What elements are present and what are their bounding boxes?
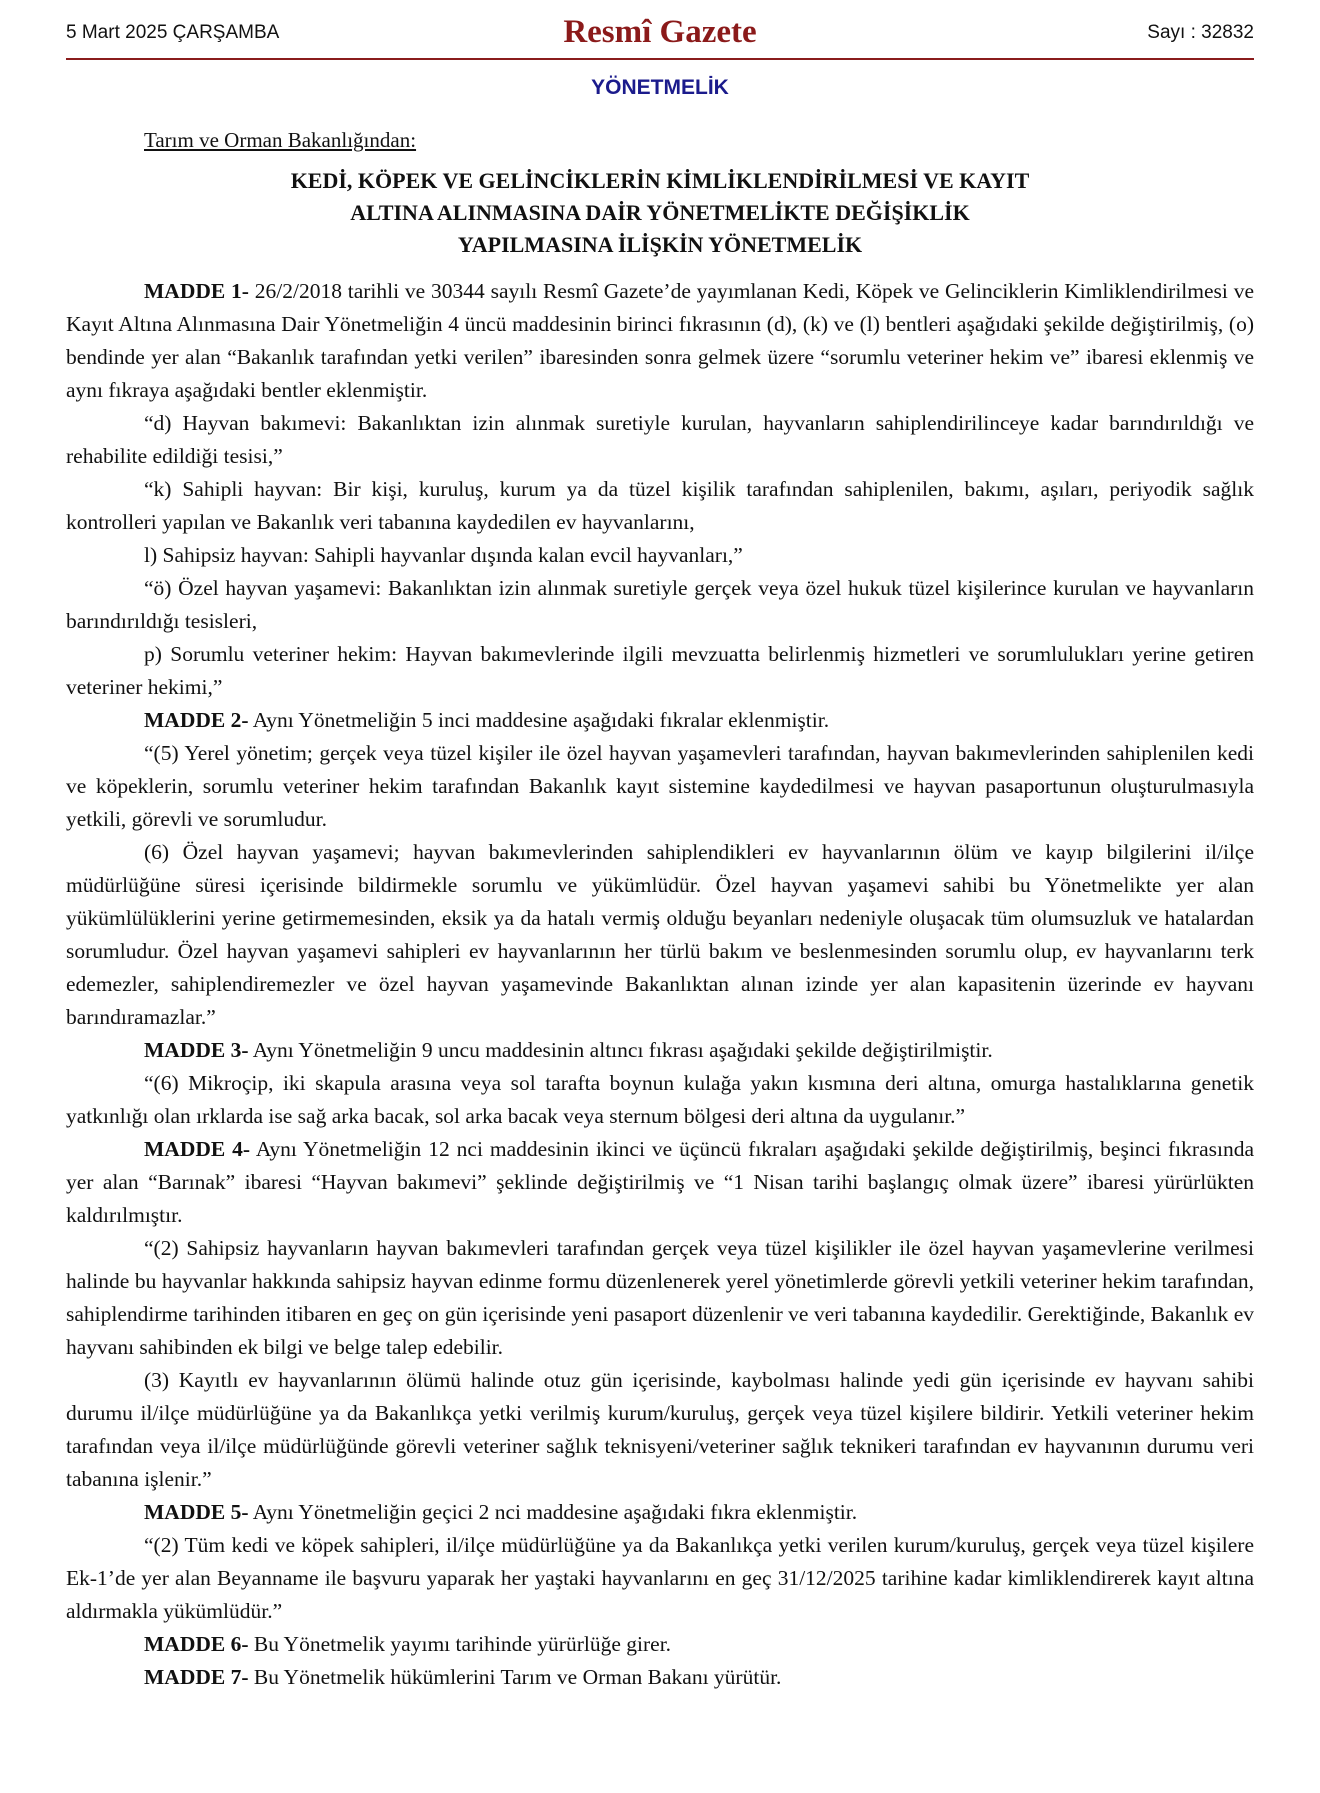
paragraph-text: Aynı Yönetmeliğin geçici 2 nci maddesine aşağıdaki fıkra eklenmiştir. [248, 1500, 858, 1524]
article-paragraph [66, 704, 1254, 737]
gazette-title: Resmî Gazete [563, 14, 757, 50]
issue-date: 5 Mart 2025 ÇARŞAMBA [66, 22, 280, 43]
paragraph-text: (3) Kayıtlı ev hayvanlarının ölümü halinde otuz gün içerisinde, kaybolması halinde yedi gün içerisinde ev hayvanı sahibi durumu il/ilçe müdürlüğüne ya da Bakanlıkça yetki verilmiş kurum/kuruluş, gerçek veya tüzel kişilere bildirir. Yetkili veteriner hekim tarafından veya il/ilçe müdürlüğünde görevli veteriner sağlık teknisyeni/veteriner sağlık teknikeri tarafından ev hayvanının durumu veri tabanına işlenir.” [66, 1368, 1254, 1491]
paragraph-text: 26/2/2018 tarihli ve 30344 sayılı Resmî Gazete’de yayımlanan Kedi, Köpek ve Gelinciklerin Kimliklendirilmesi ve Kayıt Altına Alınmasına Dair Yönetmeliğin 4 üncü maddesinin birinci fıkrasının (d), (k) ve (l) bentleri aşağıdaki şekilde değiştirilmiş, (o) bendinde yer alan “Bakanlık tarafından yetki verilen” ibaresinden sonra gelmek üzere “sorumlu veteriner hekim ve” ibaresi eklenmiş ve aynı fıkraya aşağıdaki bentler eklenmiştir. [66, 279, 1254, 402]
article-paragraph [66, 1661, 1254, 1694]
article-paragraph [66, 1232, 1254, 1364]
article-label: MADDE 5- [144, 1500, 249, 1524]
paragraph-text: (6) Özel hayvan yaşamevi; hayvan bakımevlerinden sahiplendikleri ev hayvanlarının ölüm ve kayıp bilgilerini il/ilçe müdürlüğüne süresi içerisinde bildirmekle sorumlu ve yükümlüdür. Özel hayvan yaşamevi sahibi bu Yönetmelikte yer alan yükümlülüklerini yerine getirmemesinden, eksik ya da hatalı vermiş olduğu beyanları nedeniyle oluşacak tüm olumsuzluk ve hatalardan sorumludur. Özel hayvan yaşamevi sahipleri ev hayvanlarının her türlü bakım ve beslenmesinden sorumlu olup, ev hayvanlarını terk edemezler, sahiplendiremezler ve özel hayvan yaşamevinde Bakanlıktan alınan izinde yer alan kapasitenin üzerinde ev hayvanı barındıramazlar.” [66, 840, 1254, 1029]
article-paragraph [66, 572, 1254, 638]
regulation-title-line: YAPILMASINA İLİŞKİN YÖNETMELİK [457, 232, 863, 257]
article-label: MADDE 6- [144, 1632, 249, 1656]
paragraph-text: Bu Yönetmelik yayımı tarihinde yürürlüğe girer. [248, 1632, 672, 1656]
article-paragraph [66, 1529, 1254, 1628]
paragraph-text: “ö) Özel hayvan yaşamevi: Bakanlıktan izin alınmak suretiyle gerçek veya özel hukuk tüzel kişilerince kurulan ve hayvanların barındırıldığı tesisleri, [66, 576, 1254, 633]
article-label: MADDE 7- [144, 1665, 249, 1689]
regulation-title [66, 165, 1254, 261]
regulation-body [66, 275, 1254, 1694]
article-paragraph [66, 1067, 1254, 1133]
article-label: MADDE 1- [144, 279, 249, 303]
issue-number: Sayı : 32832 [1147, 22, 1254, 43]
paragraph-text: “(6) Mikroçip, iki skapula arasına veya sol tarafta boynun kulağa yakın kısmına deri altına, omurga hastalıklarına genetik yatkınlığı olan ırklarda ise sağ arka bacak, sol arka bacak veya sternum bölgesi deri altına da uygulanır.” [66, 1071, 1254, 1128]
paragraph-text: Aynı Yönetmeliğin 12 nci maddesinin ikinci ve üçüncü fıkraları aşağıdaki şekilde değiştirilmiş, beşinci fıkrasında yer alan “Barınak” ibaresi “Hayvan bakımevi” şeklinde değiştirilmiş ve “1 Nisan tarihi başlangıç olmak üzere” ibaresi yürürlükten kaldırılmıştır. [66, 1137, 1254, 1227]
regulation-title-line: ALTINA ALINMASINA DAİR YÖNETMELİKTE DEĞİŞİKLİK [350, 200, 970, 225]
paragraph-text: Aynı Yönetmeliğin 5 inci maddesine aşağıdaki fıkralar eklenmiştir. [248, 708, 830, 732]
article-paragraph [66, 473, 1254, 539]
paragraph-text: “d) Hayvan bakımevi: Bakanlıktan izin alınmak suretiyle kurulan, hayvanların sahiplendirilinceye kadar barındırıldığı ve rehabilite edildiği tesisi,” [66, 411, 1254, 468]
paragraph-text: “(2) Tüm kedi ve köpek sahipleri, il/ilçe müdürlüğüne ya da Bakanlıkça yetki verilen kurum/kuruluş, gerçek veya tüzel kişilere Ek-1’de yer alan Beyanname ile başvuru yaparak her yaştaki hayvanlarını en geç 31/12/2025 tarihine kadar kimliklendirerek kayıt altına aldırmakla yükümlüdür.” [66, 1533, 1254, 1623]
paragraph-text: p) Sorumlu veteriner hekim: Hayvan bakımevlerinde ilgili mevzuatta belirlenmiş hizmetleri ve sorumlulukları yerine getiren veteriner hekimi,” [66, 642, 1254, 699]
paragraph-text: “(5) Yerel yönetim; gerçek veya tüzel kişiler ile özel hayvan yaşamevleri tarafından, hayvan bakımevlerinden sahiplenilen kedi ve köpeklerin, sorumlu veteriner hekim tarafından Bakanlık kayıt sistemine kaydedilmesi ve hayvan pasaportunun oluşturulmasıyla yetkili, görevli ve sorumludur. [66, 741, 1254, 831]
paragraph-text: Bu Yönetmelik hükümlerini Tarım ve Orman Bakanı yürütür. [248, 1665, 782, 1689]
gazette-header [66, 0, 1254, 60]
article-paragraph [66, 1133, 1254, 1232]
article-paragraph [66, 1364, 1254, 1496]
article-paragraph [66, 638, 1254, 704]
article-paragraph [66, 275, 1254, 407]
article-paragraph [66, 407, 1254, 473]
article-label: MADDE 3- [144, 1038, 249, 1062]
article-paragraph [66, 836, 1254, 1034]
article-paragraph [66, 1628, 1254, 1661]
article-paragraph [66, 1496, 1254, 1529]
section-title: YÖNETMELİK [591, 76, 729, 99]
article-paragraph [66, 737, 1254, 836]
regulation-title-line: KEDİ, KÖPEK VE GELİNCİKLERİN KİMLİKLENDİRİLMESİ VE KAYIT [290, 168, 1030, 193]
issuer-ministry: Tarım ve Orman Bakanlığından: [144, 128, 417, 152]
gazette-page [66, 0, 1254, 1694]
article-paragraph [66, 1034, 1254, 1067]
paragraph-text: “(2) Sahipsiz hayvanların hayvan bakımevleri tarafından gerçek veya tüzel kişilikler ile özel hayvan yaşamevlerine verilmesi halinde bu hayvanlar hakkında sahipsiz hayvan edinme formu düzenlenerek yerel yönetimlerde görevli yetkili veteriner hekim tarafından, sahiplendirme tarihinden itibaren en geç on gün içerisinde yeni pasaport düzenlenir ve veri tabanına kaydedilir. Gerektiğinde, Bakanlık ev hayvanı sahibinden ek bilgi ve belge talep edebilir. [66, 1236, 1254, 1359]
paragraph-text: “k) Sahipli hayvan: Bir kişi, kuruluş, kurum ya da tüzel kişilik tarafından sahiplenilen, bakımı, aşıları, periyodik sağlık kontrolleri yapılan ve Bakanlık veri tabanına kaydedilen ev hayvanlarını, [66, 477, 1254, 534]
paragraph-text: Aynı Yönetmeliğin 9 uncu maddesinin altıncı fıkrası aşağıdaki şekilde değiştirilmiştir. [248, 1038, 993, 1062]
paragraph-text: l) Sahipsiz hayvan: Sahipli hayvanlar dışında kalan evcil hayvanları,” [144, 543, 743, 567]
article-label: MADDE 2- [144, 708, 249, 732]
article-paragraph [66, 539, 1254, 572]
article-label: MADDE 4- [144, 1137, 251, 1161]
